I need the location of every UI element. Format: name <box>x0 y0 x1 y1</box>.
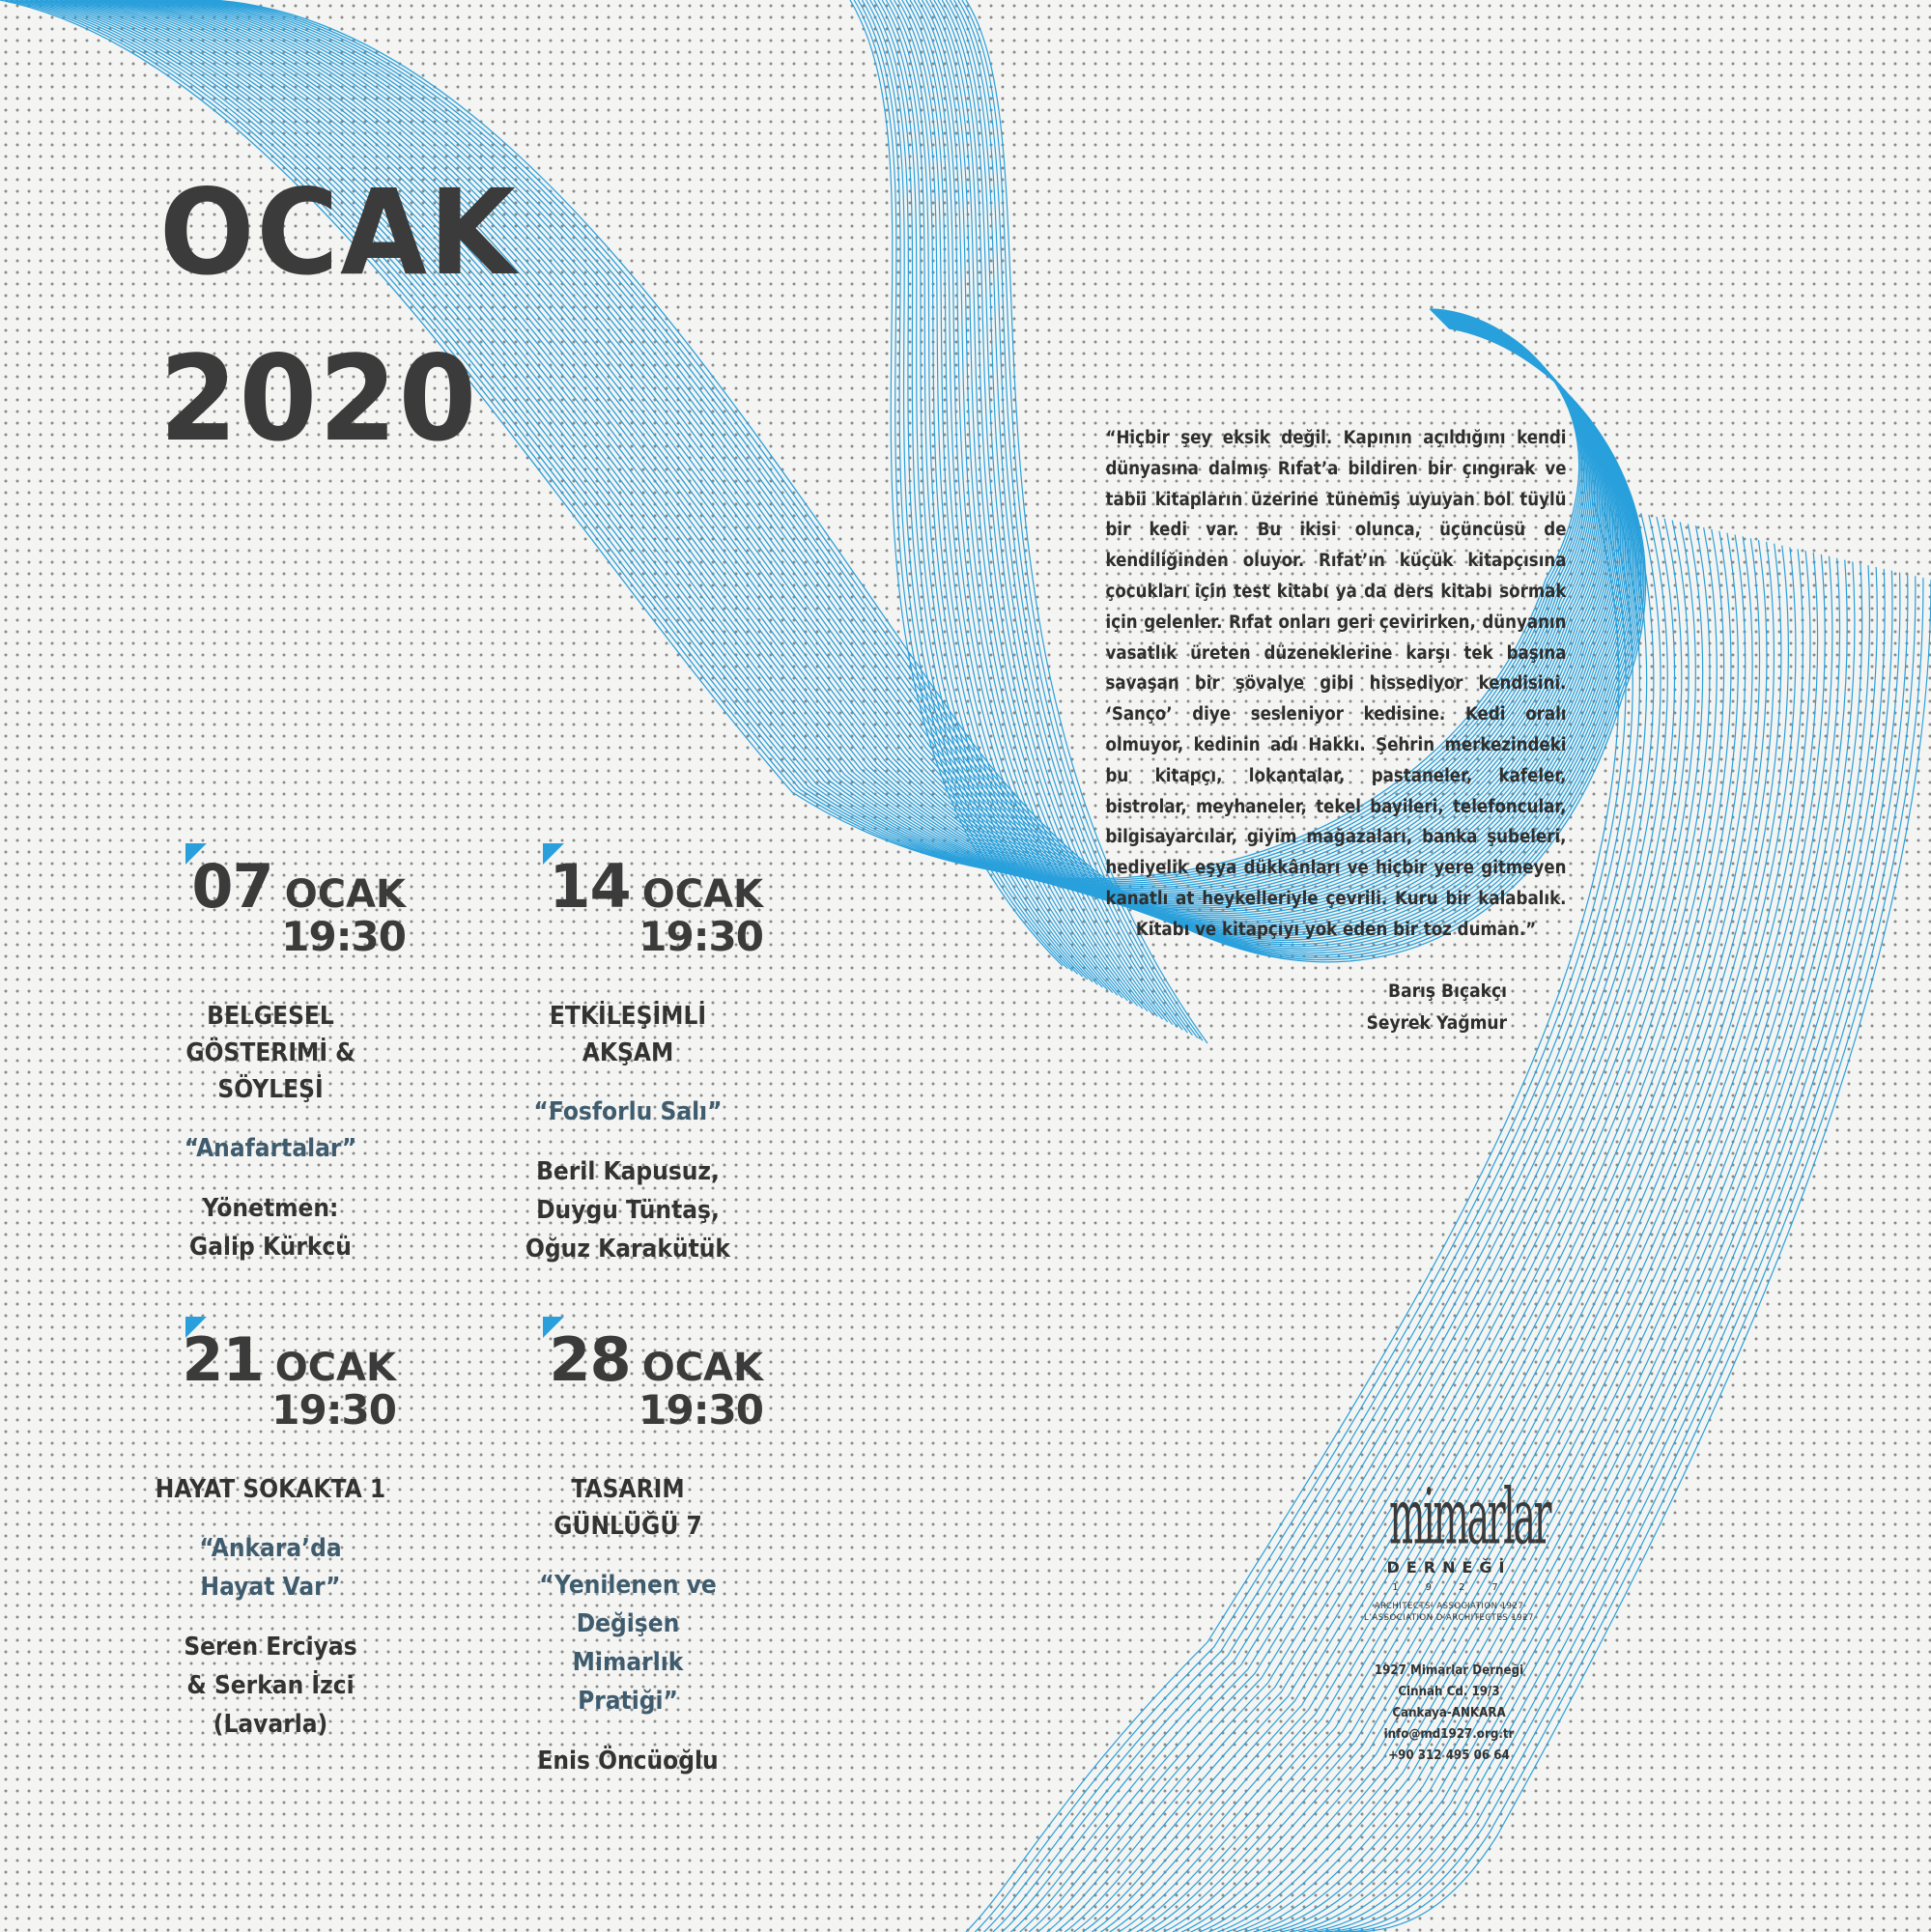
event-type: TASARIM GÜNLÜĞÜ 7 <box>554 1475 702 1541</box>
event-type: ETKİLEŞİMLİ AKŞAM <box>549 1002 707 1067</box>
ribbon-line <box>870 0 1088 980</box>
event-time: 19:30 <box>281 913 406 960</box>
event-people: Yönetmen: Galip Kürkcü <box>189 1194 352 1262</box>
book-quote: “Hiçbir şey eksik değil. Kapının açıldığını kendi dünyasına dalmış Rıfat’a bildiren bir çıngırak ve tabii kitapların üzerine tünemiş uyuyan bol tüylü bir kedi var. Bu ikisi olunca, üçüncüsü de kendiliğinden oluyor. Rıfat’ın küçük kitapçısına çocukları için test kitabı ya da ders kitabı sormak için gelenler. Rıfat onları geri çevirirken, dünyanın vasatlık üreten düzeneklerine karşı tek başına savaşan bir şövalye gibi hissediyor kendisini. ‘Sanço’ diye sesleniyor kedisine. Kedi oralı olmuyor, kedinin adı Hakkı. Şehrin merkezindeki bu kitapçı, lokantalar, pastaneler, kafeler, bistrolar, meyhaneler, tekel bayileri, telefoncular, bilgisayarcılar, giyim mağazaları, banka şubeleri, hediyelik eşya dükkânları ve hiçbir yere gitmeyen kanatlı at heykelleriyle çevrili. Kuru bir kalabalık. Kitabı ve kitapçıyı yok eden bir toz duman.” <box>1105 428 1567 940</box>
quote-author: Barış Bıçakçı <box>1388 980 1507 1002</box>
event-datetime <box>191 851 406 960</box>
ribbon-line <box>858 0 1072 972</box>
ribbon-line <box>898 0 1122 998</box>
event-time: 19:30 <box>271 1386 396 1434</box>
event-datetime <box>549 851 763 960</box>
page-title-month: OCAK <box>159 164 518 301</box>
event-time: 19:30 <box>639 1386 763 1434</box>
logo-french: L’ASSOCIATION D’ARCHITECTES 1927 <box>1364 1613 1534 1623</box>
event-type: HAYAT SOKAKTA 1 <box>155 1475 386 1504</box>
ribbon-line <box>862 0 1077 974</box>
event-title: “Ankara’da Hayat Var” <box>199 1534 342 1602</box>
logo-english: ARCHITECTS’ ASSOCIATION 1927 <box>1374 1602 1524 1611</box>
event-title: “Fosforlu Salı” <box>533 1097 723 1126</box>
event-month: OCAK <box>641 1346 763 1390</box>
address-line: Cinnah Cd. 19/3 <box>1398 1684 1500 1699</box>
event-month: OCAK <box>274 1346 396 1390</box>
ribbon-line <box>854 0 1067 969</box>
event-time: 19:30 <box>639 913 763 960</box>
event-day: 14 <box>549 851 631 922</box>
event-title: “Yenilenen ve Değişen Mimarlık Pratiği” <box>539 1571 717 1716</box>
event-day: 07 <box>191 851 273 922</box>
contact-phone: +90 312 495 06 64 <box>1388 1747 1510 1763</box>
event-month: OCAK <box>641 872 763 917</box>
event-datetime <box>549 1324 763 1434</box>
logo-year: 1927 <box>1392 1582 1525 1593</box>
ribbon-line <box>874 0 1093 982</box>
ribbon-line <box>866 0 1083 977</box>
ribbon-line <box>882 0 1102 987</box>
event-people: Enis Öncüoğlu <box>537 1747 719 1776</box>
event-people: Beril Kapusuz, Duygu Tüntaş, Oğuz Karakütük <box>525 1157 730 1264</box>
event-people: Seren Erciyas & Serkan İzci (Lavarla) <box>184 1633 357 1739</box>
event-day: 21 <box>182 1324 264 1395</box>
ribbon-line <box>902 0 1127 1001</box>
mimarlar-dernegi-logo <box>1352 1472 1550 1624</box>
logo-subtitle: DERNEĞİ <box>1386 1558 1512 1577</box>
event-type: BELGESEL GÖSTERIMİ & SÖYLEŞİ <box>185 1002 355 1104</box>
ribbon-line <box>878 0 1097 984</box>
event-day: 28 <box>549 1324 631 1395</box>
logo-association-text <box>1352 1601 1546 1624</box>
event-title: “Anafartalar” <box>184 1134 357 1163</box>
address-line: 1927 Mimarlar Derneği <box>1374 1662 1524 1678</box>
page-title-year: 2020 <box>159 330 479 468</box>
ribbon-line <box>910 0 1138 1006</box>
logo-wordmark: mimarlar <box>1389 1472 1550 1563</box>
event-datetime <box>182 1324 396 1434</box>
event-month: OCAK <box>284 872 406 917</box>
contact-address <box>1357 1660 1541 1766</box>
address-line: Çankaya-ANKARA <box>1392 1705 1506 1720</box>
contact-email: info@md1927.org.tr <box>1383 1726 1515 1742</box>
ribbon-line <box>886 0 1107 990</box>
ribbon-line <box>906 0 1132 1004</box>
ribbon-line <box>850 0 1063 966</box>
ribbon-line <box>890 0 1112 993</box>
ribbon-line <box>895 0 1118 995</box>
quote-book: Seyrek Yağmur <box>1366 1012 1507 1034</box>
quote-attribution <box>1256 976 1507 1039</box>
